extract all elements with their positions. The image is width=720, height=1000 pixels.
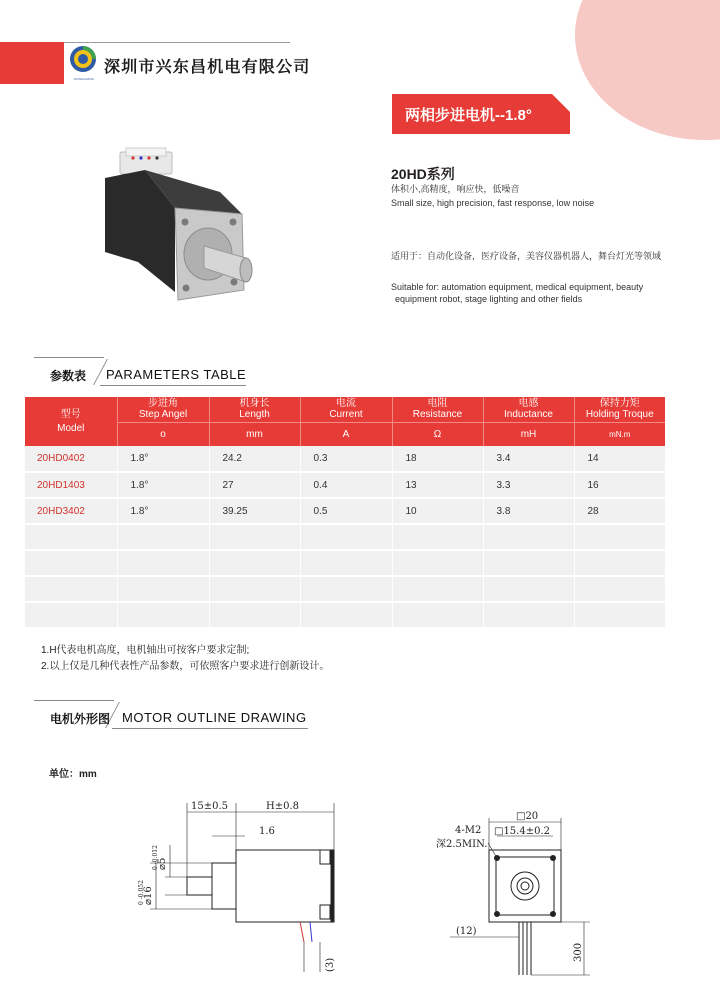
value-cell: 1.8°	[117, 446, 209, 472]
value-cell: 14	[574, 446, 665, 472]
unit-holding-torque: mN.m	[574, 422, 665, 446]
value-cell	[300, 576, 392, 602]
header-cn: 机身长	[239, 398, 270, 410]
value-cell	[392, 602, 483, 628]
params-header-rule-top	[34, 357, 104, 358]
header-inductance	[483, 397, 574, 422]
value-cell: 39.25	[209, 498, 300, 524]
value-cell	[574, 602, 665, 628]
series-name: 20HD系列	[391, 166, 455, 182]
applications-en-line2: equipment robot, stage lighting and other fields	[395, 294, 583, 304]
value-cell	[209, 524, 300, 550]
unit-length: mm	[209, 422, 300, 446]
company-logo-icon	[68, 44, 98, 78]
value-cell	[209, 602, 300, 628]
dim-wire-offset: (3)	[325, 957, 336, 972]
features-en: Small size, high precision, fast response, low noise	[391, 198, 595, 208]
value-cell	[483, 550, 574, 576]
header-en: Resistance	[412, 409, 463, 421]
header-cn: 电感	[518, 398, 539, 410]
model-cell: 20HD1403	[25, 472, 117, 498]
header-step-angle	[117, 397, 209, 422]
value-cell: 3.4	[483, 446, 574, 472]
parameters-table	[25, 397, 665, 629]
drawing-title-cn: 电机外形图	[50, 712, 111, 726]
value-cell	[392, 576, 483, 602]
unit-current: A	[300, 422, 392, 446]
table-row	[25, 446, 665, 472]
value-cell	[483, 576, 574, 602]
product-title: 两相步进电机--1.8°	[405, 107, 532, 124]
value-cell: 24.2	[209, 446, 300, 472]
value-cell: 3.3	[483, 472, 574, 498]
dim-lead-length: 300	[573, 942, 584, 962]
table-row	[25, 576, 665, 602]
applications-en-line1: Suitable for: automation equipment, medical equipment, beauty	[391, 282, 644, 292]
header-en: Length	[239, 409, 270, 421]
value-cell	[209, 576, 300, 602]
params-title-cn: 参数表	[50, 369, 87, 383]
model-cell: 20HD0402	[25, 446, 117, 472]
value-cell	[392, 524, 483, 550]
value-cell: 18	[392, 446, 483, 472]
header-en: Current	[329, 409, 363, 421]
drawing-header-rule-top	[34, 700, 114, 701]
drawing-title-en: MOTOR OUTLINE DRAWING	[122, 710, 307, 725]
header-model	[25, 397, 117, 446]
table-row	[25, 498, 665, 524]
table-row	[25, 550, 665, 576]
value-cell	[392, 550, 483, 576]
header-cn: 步进角	[148, 398, 178, 410]
drawing-header-rule-bottom	[112, 728, 308, 729]
model-cell: 20HD3402	[25, 498, 117, 524]
dim-shaft-length: 15±0.5	[191, 801, 229, 812]
value-cell: 13	[392, 472, 483, 498]
params-title-en: PARAMETERS TABLE	[106, 367, 247, 382]
params-header-rule-bottom	[100, 385, 246, 386]
dim-flange-size: □20	[516, 811, 539, 822]
table-row	[25, 602, 665, 628]
unit-resistance: Ω	[392, 422, 483, 446]
applications-cn: 适用于：自动化设备，医疗设备，美容仪器机器人，舞台灯光等领域	[391, 251, 662, 261]
value-cell: 27	[209, 472, 300, 498]
header-resistance	[392, 397, 483, 422]
dim-boss-diameter: ⌀16	[143, 886, 154, 905]
value-cell	[300, 602, 392, 628]
value-cell	[117, 550, 209, 576]
header-red-tab	[0, 42, 64, 84]
dim-shaft-diameter: ⌀5	[157, 857, 168, 870]
header-holding-torque	[574, 397, 665, 422]
header-cn: 电阻	[427, 398, 448, 410]
value-cell: 28	[574, 498, 665, 524]
dim-lead-offset: (12)	[456, 926, 477, 937]
model-cell	[25, 550, 117, 576]
model-cell	[25, 524, 117, 550]
header-en: Holding Troque	[585, 409, 654, 421]
dim-shaft-tolerance: 0 -0.012	[152, 845, 159, 870]
dim-boss-length: 1.6	[259, 826, 275, 837]
corner-decoration	[575, 0, 720, 140]
value-cell: 10	[392, 498, 483, 524]
value-cell: 0.3	[300, 446, 392, 472]
company-name: 深圳市兴东昌机电有限公司	[104, 59, 311, 76]
header-en: Step Angel	[138, 409, 188, 421]
dim-thread: 4-M2	[455, 825, 482, 836]
dim-boss-tolerance: 0 -0.052	[138, 880, 145, 905]
value-cell: 3.8	[483, 498, 574, 524]
value-cell	[117, 602, 209, 628]
table-row	[25, 524, 665, 550]
value-cell	[300, 524, 392, 550]
dim-hole-spacing: □15.4±0.2	[494, 826, 550, 837]
model-cell	[25, 602, 117, 628]
model-cell	[25, 576, 117, 602]
header-current	[300, 397, 392, 422]
value-cell	[574, 576, 665, 602]
header-length	[209, 397, 300, 422]
dim-body-height: H±0.8	[266, 801, 300, 812]
table-row	[25, 472, 665, 498]
header-en: Inductance	[504, 409, 553, 421]
header-cn: 电流	[336, 398, 356, 410]
value-cell: 0.4	[300, 472, 392, 498]
dim-thread-depth: 深2.5MIN.	[436, 839, 488, 850]
value-cell	[574, 524, 665, 550]
unit-step-angle: o	[117, 422, 209, 446]
value-cell	[483, 524, 574, 550]
header-model-cn: 型号	[60, 409, 81, 420]
value-cell: 1.8°	[117, 498, 209, 524]
header-model-en: Model	[57, 423, 85, 434]
unit-label: 单位：mm	[49, 769, 97, 780]
value-cell	[209, 550, 300, 576]
value-cell	[117, 576, 209, 602]
value-cell	[300, 550, 392, 576]
value-cell: 16	[574, 472, 665, 498]
value-cell	[117, 524, 209, 550]
title-banner-fold	[552, 94, 570, 112]
value-cell: 1.8°	[117, 472, 209, 498]
features-cn: 体积小,高精度，响应快，低噪音	[391, 184, 520, 194]
value-cell	[574, 550, 665, 576]
logo-text: DONGCHANG	[74, 77, 94, 81]
unit-inductance: mH	[483, 422, 574, 446]
note-1: 1.H代表电机高度，电机轴出可按客户要求定制;	[41, 645, 250, 656]
value-cell	[483, 602, 574, 628]
value-cell: 0.5	[300, 498, 392, 524]
note-2: 2.以上仅是几种代表性产品参数，可依照客户要求进行创新设计。	[41, 661, 330, 672]
header-cn: 保持力矩	[599, 398, 640, 410]
